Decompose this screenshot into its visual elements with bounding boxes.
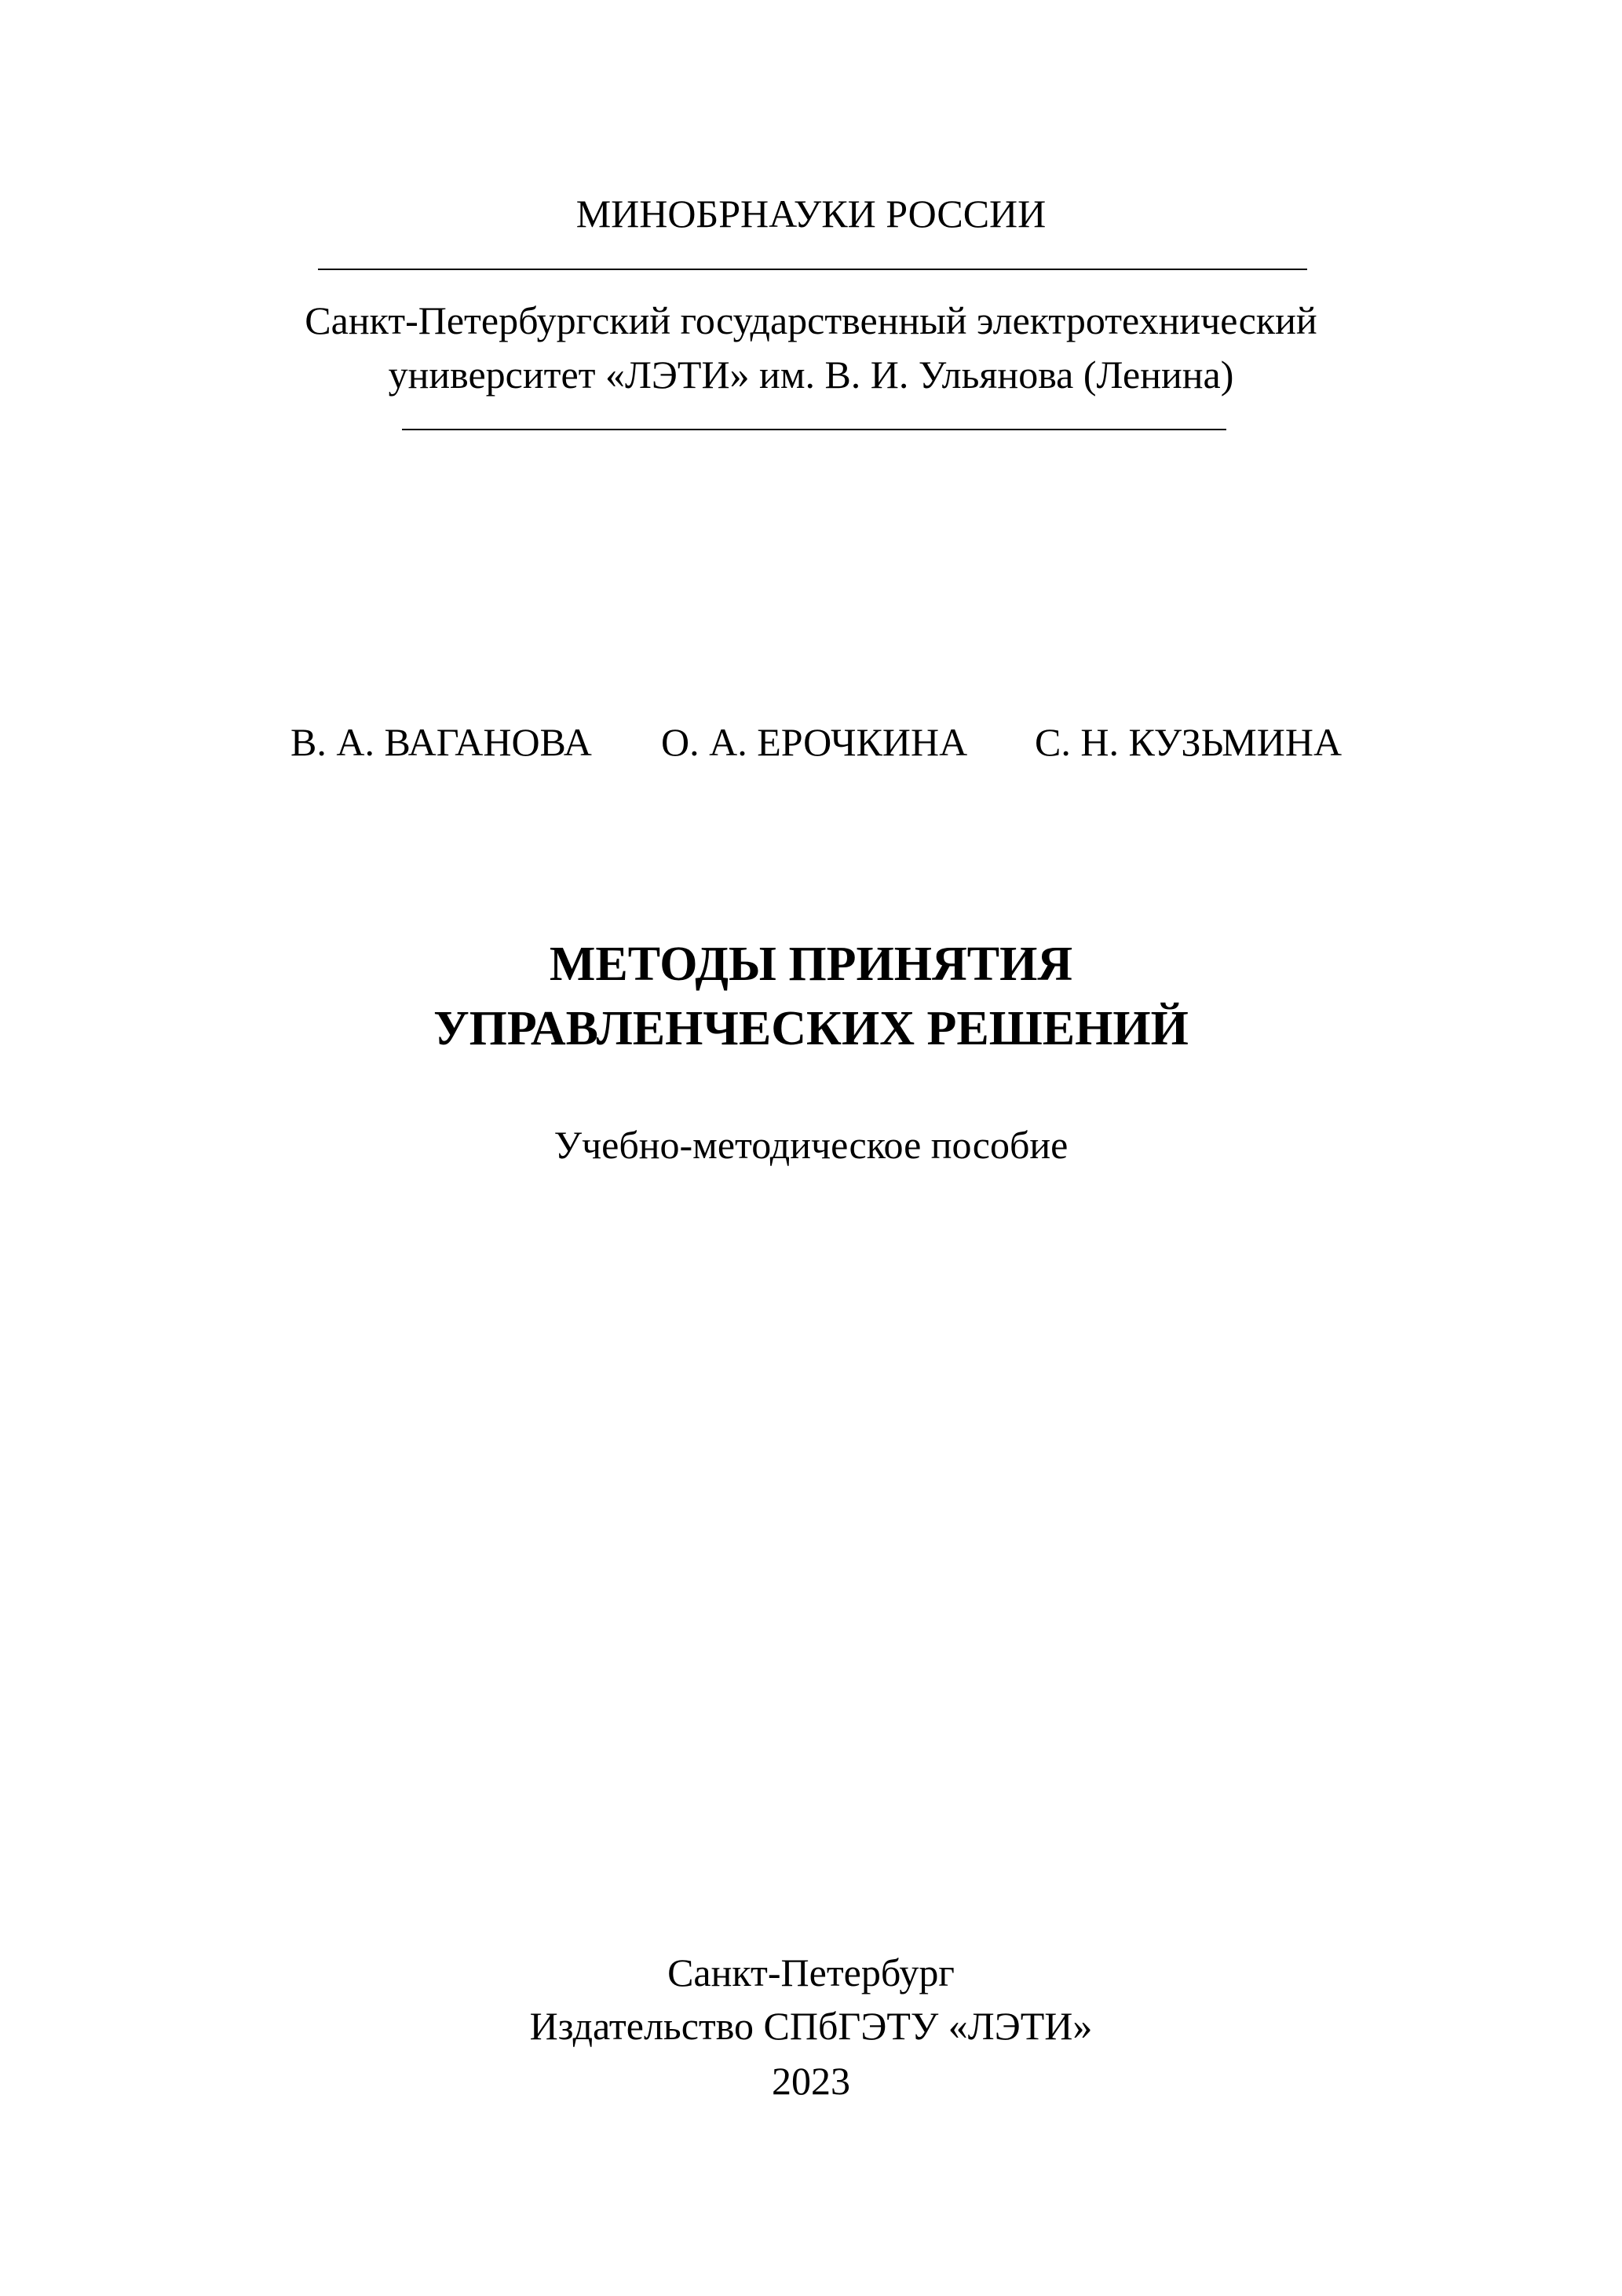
header-divider-top xyxy=(318,269,1307,270)
book-title-line1: МЕТОДЫ ПРИНЯТИЯ xyxy=(549,938,1073,991)
imprint-year: 2023 xyxy=(772,2059,850,2103)
university-name-line2: университет «ЛЭТИ» им. В. И. Ульянова (Ленина) xyxy=(388,353,1234,397)
book-title-line2: УПРАВЛЕНЧЕСКИХ РЕШЕНИЙ xyxy=(433,1002,1189,1055)
author-3: С. Н. КУЗЬМИНА xyxy=(1035,720,1343,764)
imprint-city: Санкт-Петербург xyxy=(667,1951,955,1994)
university-name-line1: Санкт-Петербургский государственный электротехнический xyxy=(305,298,1317,342)
book-subtitle: Учебно-методическое пособие xyxy=(553,1123,1069,1167)
author-1: В. А. ВАГАНОВА xyxy=(290,720,592,764)
author-2: О. А. ЕРОЧКИНА xyxy=(661,720,968,764)
ministry-name: МИНОБРНАУКИ РОССИИ xyxy=(575,192,1047,236)
author-list xyxy=(0,718,1622,766)
header-divider-bottom xyxy=(402,429,1226,430)
imprint-publisher: Издательство СПбГЭТУ «ЛЭТИ» xyxy=(529,2004,1093,2048)
